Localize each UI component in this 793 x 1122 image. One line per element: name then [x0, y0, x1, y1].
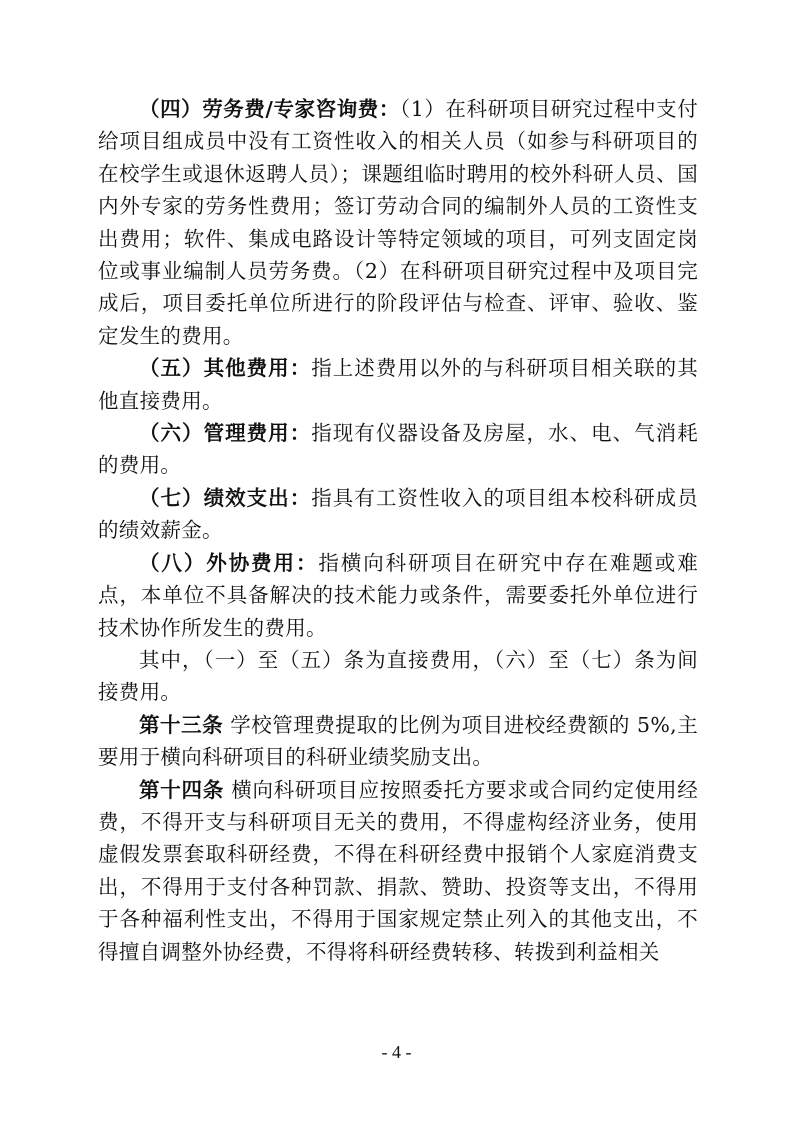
- paragraph-fee-classification: [98, 644, 698, 709]
- article-heading: 第十四条: [139, 777, 224, 802]
- paragraph-text: 指上述费用以外的与科研项目相关联的其他直接费用。: [98, 356, 699, 413]
- paragraph-outsourcing-fees: [98, 547, 698, 644]
- paragraph-text: 指现有仪器设备及房屋，水、电、气消耗的费用。: [98, 421, 699, 478]
- paragraph-performance-expenses: [98, 482, 698, 547]
- paragraph-text: 其中，（一）至（五）条为直接费用，（六）至（七）条为间接费用。: [98, 647, 698, 705]
- paragraph-lead: （七）绩效支出：: [139, 485, 312, 510]
- paragraph-labor-fees: [98, 93, 698, 352]
- document-body: [98, 93, 698, 968]
- paragraph-other-fees: [98, 352, 698, 417]
- paragraph-lead: （五）其他费用：: [139, 356, 312, 381]
- paragraph-text: 指具有工资性收入的项目组本校科研成员的绩效薪金。: [98, 485, 699, 543]
- paragraph-text: （1）在科研项目研究过程中支付给项目组成员中没有工资性收入的相关人员（如参与科研项目的在校学生或退休返聘人员）；课题组临时聘用的校外科研人员、国内外专家的劳务性费用；签订劳动合同的编制外人员的工资性支出费用；软件、集成电路设计等特定领域的项目，可列支固定岗位或事业编制人员劳务费。（2）在科研项目研究过程中及项目完成后，项目委托单位所进行的阶段评估与检查、评审、验收、鉴定发生的费用。: [98, 97, 699, 348]
- paragraph-lead: （八）外协费用：: [139, 550, 319, 575]
- paragraph-lead: （六）管理费用：: [139, 421, 312, 446]
- article-text: 学校管理费提取的比例为项目进校经费额的 5%,主要用于横向科研项目的科研业绩奖励支出。: [98, 712, 699, 770]
- paragraph-lead: （四）劳务费/专家咨询费：: [139, 97, 400, 121]
- article-13: [98, 709, 698, 774]
- article-text: 横向科研项目应按照委托方要求或合同约定使用经费，不得开支与科研项目无关的费用，不得虚构经济业务，使用虚假发票套取科研经费，不得在科研经费中报销个人家庭消费支出，不得用于支付各种罚款、捐款、赞助、投资等支出，不得用于各种福利性支出，不得用于国家规定禁止列入的其他支出，不得擅自调整外协经费，不得将科研经费转移、转拨到利益相关: [98, 777, 698, 964]
- article-heading: 第十三条: [139, 712, 224, 737]
- article-14: [98, 774, 698, 968]
- page-number: - 4 -: [381, 1042, 412, 1062]
- paragraph-management-fees: [98, 417, 698, 482]
- paragraph-text: 指横向科研项目在研究中存在难题或难点，本单位不具备解决的技术能力或条件，需要委托外单位进行技术协作所发生的费用。: [98, 550, 698, 640]
